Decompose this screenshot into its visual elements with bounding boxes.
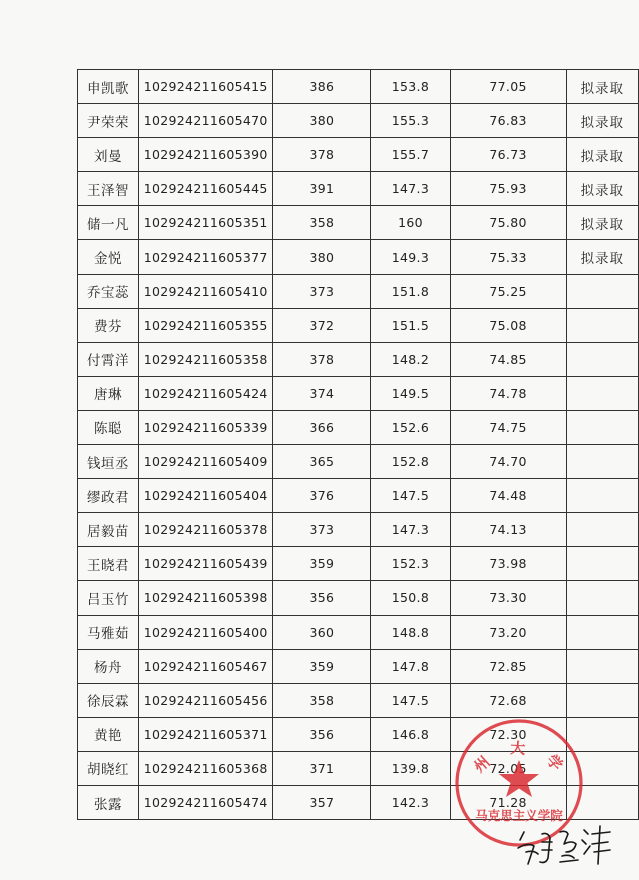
cell-retest-score: 160 <box>371 206 450 240</box>
cell-name: 乔宝蕊 <box>78 274 139 308</box>
cell-retest-score: 151.8 <box>371 274 450 308</box>
cell-initial-score: 371 <box>273 751 371 785</box>
cell-retest-score: 147.8 <box>371 649 450 683</box>
cell-retest-score: 147.5 <box>371 479 450 513</box>
cell-name: 钱垣丞 <box>78 445 139 479</box>
cell-admission-status <box>566 649 638 683</box>
cell-total-score: 74.70 <box>450 445 566 479</box>
cell-retest-score: 155.7 <box>371 138 450 172</box>
cell-total-score: 75.08 <box>450 308 566 342</box>
cell-retest-score: 152.3 <box>371 547 450 581</box>
cell-admission-status <box>566 513 638 547</box>
table-row <box>78 547 639 581</box>
cell-admission-status <box>566 581 638 615</box>
cell-name: 居毅苗 <box>78 513 139 547</box>
cell-initial-score: 380 <box>273 240 371 274</box>
cell-admission-status <box>566 615 638 649</box>
cell-total-score: 73.20 <box>450 615 566 649</box>
cell-initial-score: 356 <box>273 581 371 615</box>
cell-initial-score: 358 <box>273 206 371 240</box>
cell-admission-status <box>566 308 638 342</box>
cell-exam-id: 102924211605424 <box>139 376 273 410</box>
cell-admission-status <box>566 274 638 308</box>
table-row <box>78 240 639 274</box>
cell-name: 陈聪 <box>78 410 139 444</box>
cell-name: 申凯歌 <box>78 70 139 104</box>
table-row <box>78 683 639 717</box>
cell-total-score: 74.13 <box>450 513 566 547</box>
table-row <box>78 581 639 615</box>
cell-total-score: 75.93 <box>450 172 566 206</box>
cell-exam-id: 102924211605339 <box>139 410 273 444</box>
cell-name: 杨舟 <box>78 649 139 683</box>
cell-initial-score: 356 <box>273 717 371 751</box>
cell-name: 马雅茹 <box>78 615 139 649</box>
cell-exam-id: 102924211605404 <box>139 479 273 513</box>
cell-total-score: 74.48 <box>450 479 566 513</box>
table-row <box>78 479 639 513</box>
cell-exam-id: 102924211605470 <box>139 104 273 138</box>
cell-initial-score: 360 <box>273 615 371 649</box>
cell-initial-score: 378 <box>273 342 371 376</box>
cell-admission-status: 拟录取 <box>566 240 638 274</box>
cell-retest-score: 155.3 <box>371 104 450 138</box>
cell-name: 王晓君 <box>78 547 139 581</box>
cell-total-score: 73.30 <box>450 581 566 615</box>
cell-initial-score: 366 <box>273 410 371 444</box>
cell-exam-id: 102924211605410 <box>139 274 273 308</box>
table-row <box>78 138 639 172</box>
cell-total-score: 75.33 <box>450 240 566 274</box>
cell-name: 刘曼 <box>78 138 139 172</box>
cell-exam-id: 102924211605409 <box>139 445 273 479</box>
cell-name: 唐琳 <box>78 376 139 410</box>
cell-retest-score: 151.5 <box>371 308 450 342</box>
cell-retest-score: 142.3 <box>371 785 450 819</box>
cell-admission-status <box>566 547 638 581</box>
table-row <box>78 70 639 104</box>
cell-name: 缪政君 <box>78 479 139 513</box>
cell-name: 徐辰霖 <box>78 683 139 717</box>
seal-arc-text: 州 大 学 <box>470 739 572 781</box>
cell-name: 张露 <box>78 785 139 819</box>
cell-name: 吕玉竹 <box>78 581 139 615</box>
table-row <box>78 376 639 410</box>
cell-exam-id: 102924211605368 <box>139 751 273 785</box>
cell-admission-status <box>566 683 638 717</box>
cell-retest-score: 139.8 <box>371 751 450 785</box>
cell-exam-id: 102924211605456 <box>139 683 273 717</box>
cell-name: 王泽智 <box>78 172 139 206</box>
cell-retest-score: 148.2 <box>371 342 450 376</box>
cell-retest-score: 149.3 <box>371 240 450 274</box>
cell-admission-status <box>566 410 638 444</box>
cell-retest-score: 149.5 <box>371 376 450 410</box>
table-row <box>78 445 639 479</box>
table-row <box>78 342 639 376</box>
table-row <box>78 206 639 240</box>
table-row <box>78 513 639 547</box>
table-row <box>78 172 639 206</box>
cell-initial-score: 378 <box>273 138 371 172</box>
cell-initial-score: 386 <box>273 70 371 104</box>
cell-retest-score: 148.8 <box>371 615 450 649</box>
cell-exam-id: 102924211605439 <box>139 547 273 581</box>
cell-admission-status: 拟录取 <box>566 172 638 206</box>
cell-initial-score: 359 <box>273 547 371 581</box>
cell-initial-score: 376 <box>273 479 371 513</box>
cell-admission-status <box>566 445 638 479</box>
cell-retest-score: 150.8 <box>371 581 450 615</box>
cell-initial-score: 365 <box>273 445 371 479</box>
cell-total-score: 72.30 <box>450 717 566 751</box>
cell-retest-score: 153.8 <box>371 70 450 104</box>
cell-name: 尹荣荣 <box>78 104 139 138</box>
seal-bottom-text: 马克思主义学院 <box>475 808 563 823</box>
cell-name: 费芬 <box>78 308 139 342</box>
cell-initial-score: 358 <box>273 683 371 717</box>
cell-total-score: 74.75 <box>450 410 566 444</box>
cell-admission-status <box>566 376 638 410</box>
table-row <box>78 410 639 444</box>
cell-retest-score: 147.3 <box>371 172 450 206</box>
cell-total-score: 74.78 <box>450 376 566 410</box>
cell-initial-score: 391 <box>273 172 371 206</box>
cell-admission-status: 拟录取 <box>566 104 638 138</box>
cell-retest-score: 146.8 <box>371 717 450 751</box>
cell-exam-id: 102924211605474 <box>139 785 273 819</box>
cell-exam-id: 102924211605390 <box>139 138 273 172</box>
cell-total-score: 71.28 <box>450 785 566 819</box>
cell-exam-id: 102924211605445 <box>139 172 273 206</box>
cell-initial-score: 359 <box>273 649 371 683</box>
admission-score-table <box>77 69 639 820</box>
cell-initial-score: 357 <box>273 785 371 819</box>
table-row <box>78 649 639 683</box>
cell-name: 黄艳 <box>78 717 139 751</box>
cell-exam-id: 102924211605400 <box>139 615 273 649</box>
cell-exam-id: 102924211605378 <box>139 513 273 547</box>
cell-total-score: 76.73 <box>450 138 566 172</box>
handwritten-signature <box>514 818 614 872</box>
cell-retest-score: 147.3 <box>371 513 450 547</box>
cell-name: 付霄洋 <box>78 342 139 376</box>
cell-name: 金悦 <box>78 240 139 274</box>
cell-total-score: 73.98 <box>450 547 566 581</box>
cell-total-score: 72.68 <box>450 683 566 717</box>
cell-exam-id: 102924211605415 <box>139 70 273 104</box>
cell-exam-id: 102924211605371 <box>139 717 273 751</box>
cell-initial-score: 373 <box>273 274 371 308</box>
cell-exam-id: 102924211605467 <box>139 649 273 683</box>
cell-retest-score: 152.6 <box>371 410 450 444</box>
cell-exam-id: 102924211605377 <box>139 240 273 274</box>
cell-exam-id: 102924211605358 <box>139 342 273 376</box>
cell-initial-score: 372 <box>273 308 371 342</box>
cell-retest-score: 152.8 <box>371 445 450 479</box>
cell-exam-id: 102924211605351 <box>139 206 273 240</box>
cell-admission-status <box>566 479 638 513</box>
cell-total-score: 72.05 <box>450 751 566 785</box>
table-row <box>78 104 639 138</box>
cell-admission-status: 拟录取 <box>566 70 638 104</box>
cell-name: 储一凡 <box>78 206 139 240</box>
table-row <box>78 615 639 649</box>
cell-total-score: 77.05 <box>450 70 566 104</box>
table-body <box>78 70 639 820</box>
table-row <box>78 274 639 308</box>
cell-total-score: 75.80 <box>450 206 566 240</box>
cell-initial-score: 374 <box>273 376 371 410</box>
cell-admission-status: 拟录取 <box>566 138 638 172</box>
cell-initial-score: 380 <box>273 104 371 138</box>
cell-total-score: 75.25 <box>450 274 566 308</box>
cell-exam-id: 102924211605355 <box>139 308 273 342</box>
cell-total-score: 76.83 <box>450 104 566 138</box>
seal-star-icon <box>499 760 539 797</box>
cell-total-score: 74.85 <box>450 342 566 376</box>
cell-initial-score: 373 <box>273 513 371 547</box>
cell-exam-id: 102924211605398 <box>139 581 273 615</box>
cell-admission-status: 拟录取 <box>566 206 638 240</box>
cell-retest-score: 147.5 <box>371 683 450 717</box>
table-row <box>78 308 639 342</box>
cell-total-score: 72.85 <box>450 649 566 683</box>
cell-name: 胡晓红 <box>78 751 139 785</box>
cell-admission-status <box>566 342 638 376</box>
